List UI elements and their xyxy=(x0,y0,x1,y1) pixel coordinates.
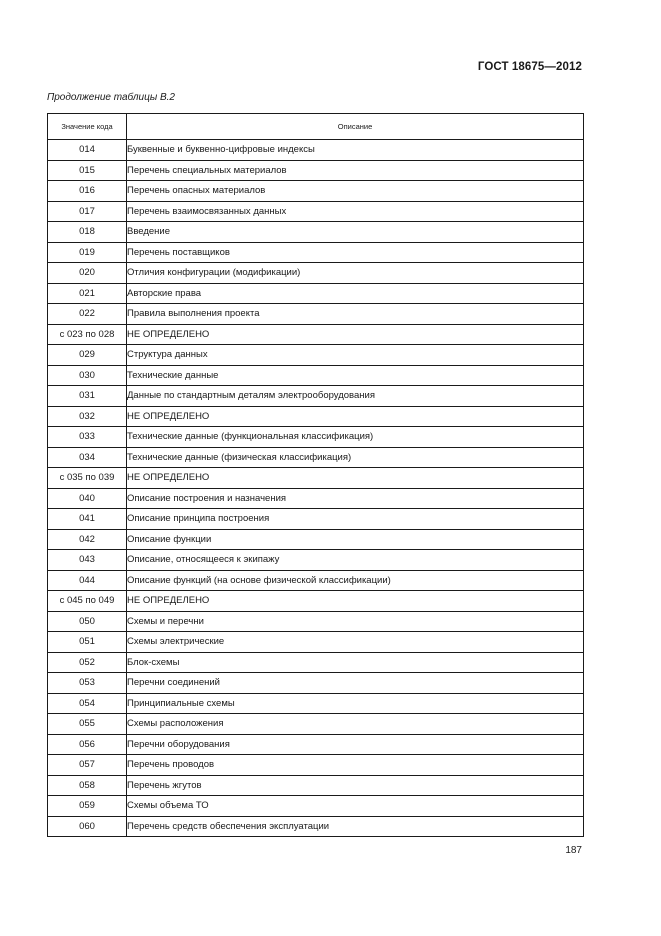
code-value: 050 xyxy=(48,611,127,632)
code-description: Перечень средств обеспечения эксплуатации xyxy=(127,816,584,837)
code-value: 059 xyxy=(48,796,127,817)
code-description: Структура данных xyxy=(127,345,584,366)
code-description: Технические данные (физическая классификация) xyxy=(127,447,584,468)
table-header-row xyxy=(48,114,584,140)
code-description: Перечни соединений xyxy=(127,673,584,694)
code-description: Блок-схемы xyxy=(127,652,584,673)
table-row xyxy=(48,263,584,284)
code-value: 020 xyxy=(48,263,127,284)
table-row xyxy=(48,160,584,181)
table-row xyxy=(48,406,584,427)
code-value: 019 xyxy=(48,242,127,263)
code-value: 014 xyxy=(48,140,127,161)
table-row xyxy=(48,714,584,735)
table-row xyxy=(48,304,584,325)
code-value: 030 xyxy=(48,365,127,386)
table-row xyxy=(48,181,584,202)
table-row xyxy=(48,222,584,243)
code-value: 017 xyxy=(48,201,127,222)
code-description: Перечень опасных материалов xyxy=(127,181,584,202)
page-number: 187 xyxy=(565,845,582,856)
code-value: 043 xyxy=(48,550,127,571)
code-table xyxy=(47,113,584,837)
table-row xyxy=(48,242,584,263)
table-row xyxy=(48,796,584,817)
table-row xyxy=(48,201,584,222)
code-description: Авторские права xyxy=(127,283,584,304)
document-code: ГОСТ 18675—2012 xyxy=(477,61,582,73)
code-description: Перечень жгутов xyxy=(127,775,584,796)
table-row xyxy=(48,283,584,304)
code-description: НЕ ОПРЕДЕЛЕНО xyxy=(127,406,584,427)
code-description: Перечень взаимосвязанных данных xyxy=(127,201,584,222)
table-row xyxy=(48,775,584,796)
table-body xyxy=(48,140,584,837)
code-value: 016 xyxy=(48,181,127,202)
code-value: 041 xyxy=(48,509,127,530)
code-description: Схемы расположения xyxy=(127,714,584,735)
code-value: 033 xyxy=(48,427,127,448)
code-description: Описание функций (на основе физической классификации) xyxy=(127,570,584,591)
table-row xyxy=(48,509,584,530)
table-caption: Продолжение таблицы В.2 xyxy=(47,92,175,103)
code-value: 044 xyxy=(48,570,127,591)
table-row xyxy=(48,386,584,407)
code-value: 055 xyxy=(48,714,127,735)
table-row xyxy=(48,591,584,612)
table-row xyxy=(48,816,584,837)
code-value: 056 xyxy=(48,734,127,755)
code-value: 058 xyxy=(48,775,127,796)
code-description: Перечень проводов xyxy=(127,755,584,776)
table-row xyxy=(48,673,584,694)
code-description: Схемы электрические xyxy=(127,632,584,653)
column-header-code: Значение кода xyxy=(48,114,127,140)
code-description: Правила выполнения проекта xyxy=(127,304,584,325)
code-value: 053 xyxy=(48,673,127,694)
code-description: Технические данные (функциональная классификация) xyxy=(127,427,584,448)
table-row xyxy=(48,345,584,366)
code-value: с 023 по 028 xyxy=(48,324,127,345)
table-row xyxy=(48,611,584,632)
code-value: 060 xyxy=(48,816,127,837)
code-description: Описание построения и назначения xyxy=(127,488,584,509)
table-row xyxy=(48,632,584,653)
code-value: 052 xyxy=(48,652,127,673)
code-description: Описание, относящееся к экипажу xyxy=(127,550,584,571)
code-value: с 035 по 039 xyxy=(48,468,127,489)
code-description: Описание принципа построения xyxy=(127,509,584,530)
code-value: 034 xyxy=(48,447,127,468)
code-value: 054 xyxy=(48,693,127,714)
code-description: Схемы и перечни xyxy=(127,611,584,632)
code-description: Технические данные xyxy=(127,365,584,386)
code-description: НЕ ОПРЕДЕЛЕНО xyxy=(127,591,584,612)
code-value: 042 xyxy=(48,529,127,550)
code-description: НЕ ОПРЕДЕЛЕНО xyxy=(127,324,584,345)
table-row xyxy=(48,468,584,489)
table-row xyxy=(48,447,584,468)
code-description: Буквенные и буквенно-цифровые индексы xyxy=(127,140,584,161)
code-value: 031 xyxy=(48,386,127,407)
code-value: 015 xyxy=(48,160,127,181)
code-description: Описание функции xyxy=(127,529,584,550)
code-value: 018 xyxy=(48,222,127,243)
code-value: 029 xyxy=(48,345,127,366)
code-value: 051 xyxy=(48,632,127,653)
table-row xyxy=(48,488,584,509)
table-row xyxy=(48,324,584,345)
code-value: 021 xyxy=(48,283,127,304)
table-row xyxy=(48,365,584,386)
code-description: НЕ ОПРЕДЕЛЕНО xyxy=(127,468,584,489)
code-description: Отличия конфигурации (модификации) xyxy=(127,263,584,284)
table-row xyxy=(48,755,584,776)
code-value: 032 xyxy=(48,406,127,427)
table-row xyxy=(48,140,584,161)
code-description: Перечни оборудования xyxy=(127,734,584,755)
code-value: 040 xyxy=(48,488,127,509)
code-value: с 045 по 049 xyxy=(48,591,127,612)
code-description: Принципиальные схемы xyxy=(127,693,584,714)
code-description: Данные по стандартным деталям электрооборудования xyxy=(127,386,584,407)
table-row xyxy=(48,693,584,714)
table-row xyxy=(48,652,584,673)
code-value: 022 xyxy=(48,304,127,325)
code-description: Перечень специальных материалов xyxy=(127,160,584,181)
code-description: Схемы объема ТО xyxy=(127,796,584,817)
code-value: 057 xyxy=(48,755,127,776)
table-row xyxy=(48,570,584,591)
table-row xyxy=(48,529,584,550)
code-description: Перечень поставщиков xyxy=(127,242,584,263)
table-row xyxy=(48,734,584,755)
table-row xyxy=(48,550,584,571)
column-header-description: Описание xyxy=(127,114,584,140)
table-row xyxy=(48,427,584,448)
code-description: Введение xyxy=(127,222,584,243)
